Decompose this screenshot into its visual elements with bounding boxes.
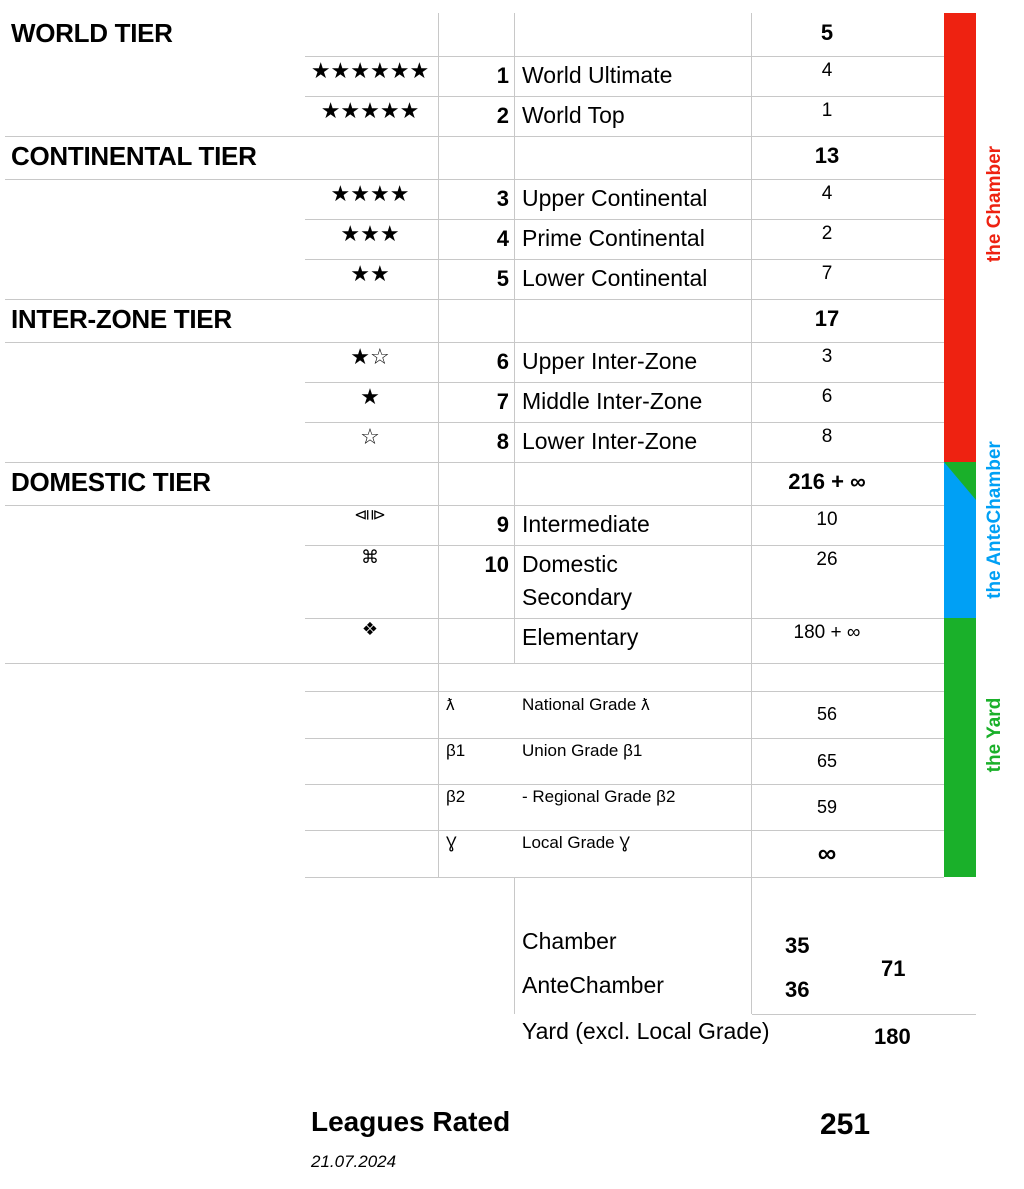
level-name: Prime Continental [522, 225, 705, 251]
grid-line [305, 382, 944, 383]
level-name: Upper Continental [522, 185, 708, 211]
level-count: 2 [821, 223, 833, 244]
level-count: 1 [821, 100, 833, 121]
level-count: 4 [821, 183, 833, 204]
grid-line [514, 877, 515, 1014]
level-name: World Ultimate [522, 62, 673, 88]
grid-line [305, 422, 944, 423]
summary-antechamber-count: 36 [785, 977, 810, 1002]
level-number: 8 [496, 429, 509, 454]
level-stars: ☆ [360, 424, 380, 449]
grid-line [5, 505, 944, 506]
grade-name: Union Grade β1 [522, 741, 643, 760]
grid-line [5, 299, 944, 300]
tier-title-continental: CONTINENTAL TIER [11, 141, 257, 171]
level-number: 3 [496, 186, 509, 211]
footer-total: 251 [820, 1108, 871, 1141]
level-name: Lower Inter-Zone [522, 428, 698, 454]
grade-name: National Grade ƛ [522, 695, 650, 714]
level-stars: ★★★★★ [320, 98, 420, 123]
grid-line [305, 259, 944, 260]
grid-line [5, 342, 944, 343]
level-stars: ★★★ [340, 221, 400, 246]
grid-line [514, 13, 515, 663]
level-count: 26 [816, 549, 838, 570]
tier-title-interzone: INTER-ZONE TIER [11, 304, 232, 334]
level-count: 180 + ∞ [793, 622, 861, 643]
level-name: Intermediate [522, 511, 650, 537]
grade-name: Local Grade Ɣ [522, 833, 630, 852]
summary-antechamber-label: AnteChamber [522, 972, 664, 998]
grid-line [305, 96, 944, 97]
tier-count-continental: 13 [814, 143, 840, 168]
antechamber-label: the AnteChamber [984, 441, 1005, 599]
grade-symbol: ƛ [446, 695, 455, 714]
footer-date: 21.07.2024 [311, 1152, 397, 1171]
antechamber-corner [944, 462, 976, 500]
level-count: 7 [821, 263, 833, 284]
grade-count: 59 [816, 797, 838, 817]
grid-line [5, 179, 944, 180]
summary-chamber-label: Chamber [522, 928, 617, 954]
footer-title: Leagues Rated [311, 1106, 511, 1137]
level-stars: ⧏⧐ [354, 507, 386, 524]
grade-count: 65 [816, 751, 838, 771]
level-stars: ★☆ [350, 344, 390, 369]
grid-line [305, 219, 944, 220]
level-stars: ★ [360, 384, 380, 409]
level-count: 6 [821, 386, 833, 407]
level-stars: ★★★★★★ [310, 58, 430, 83]
level-name: Upper Inter-Zone [522, 348, 698, 374]
grid-line [305, 56, 944, 57]
level-stars: ⌘ [361, 547, 379, 567]
summary-combined-count: 71 [881, 956, 906, 981]
tier-count-domestic: 216 + ∞ [788, 469, 866, 494]
grid-line [305, 830, 944, 831]
tier-title-world: WORLD TIER [11, 18, 173, 48]
level-name: World Top [522, 102, 625, 128]
grade-symbol: β2 [446, 787, 466, 806]
tier-count-world: 5 [820, 20, 834, 45]
grade-count: ∞ [817, 838, 837, 868]
level-name: Middle Inter-Zone [522, 388, 703, 414]
grade-symbol: β1 [446, 741, 466, 760]
level-count: 10 [816, 509, 838, 530]
grid-line [5, 663, 944, 664]
grid-line [305, 784, 944, 785]
yard-label: the Yard [984, 697, 1005, 773]
level-stars: ❖ [361, 619, 379, 639]
level-number: 4 [496, 226, 509, 251]
level-number: 6 [496, 349, 509, 374]
level-number: 9 [496, 512, 509, 537]
tier-count-interzone: 17 [814, 306, 840, 331]
level-number: 7 [496, 389, 509, 414]
grade-count: 56 [816, 704, 838, 724]
level-number: 1 [496, 63, 509, 88]
grade-symbol: Ɣ [446, 833, 457, 852]
chamber-bar [944, 13, 976, 462]
level-number: 10 [484, 552, 509, 577]
level-count: 8 [821, 426, 833, 447]
level-name: Lower Continental [522, 265, 708, 291]
level-number: 5 [496, 266, 509, 291]
grid-line [305, 691, 944, 692]
grid-line [305, 738, 944, 739]
level-name: Domestic Secondary [522, 551, 632, 610]
yard-bar [944, 618, 976, 877]
level-number: 2 [496, 103, 509, 128]
summary-yard-count: 180 [874, 1024, 911, 1049]
tier-title-domestic: DOMESTIC TIER [11, 467, 211, 497]
grid-line [305, 545, 944, 546]
level-name: Elementary [522, 624, 639, 650]
level-count: 4 [821, 60, 833, 81]
grade-name: - Regional Grade β2 [522, 787, 676, 806]
summary-chamber-count: 35 [785, 933, 810, 958]
grid-line [5, 136, 944, 137]
summary-yard-label: Yard (excl. Local Grade) [522, 1018, 770, 1044]
chamber-label: the Chamber [984, 145, 1005, 263]
level-stars: ★★★★ [330, 181, 410, 206]
grid-line [305, 877, 944, 878]
grid-line [5, 462, 944, 463]
level-stars: ★★ [350, 261, 390, 286]
grid-line [752, 1014, 976, 1015]
level-count: 3 [821, 346, 833, 367]
